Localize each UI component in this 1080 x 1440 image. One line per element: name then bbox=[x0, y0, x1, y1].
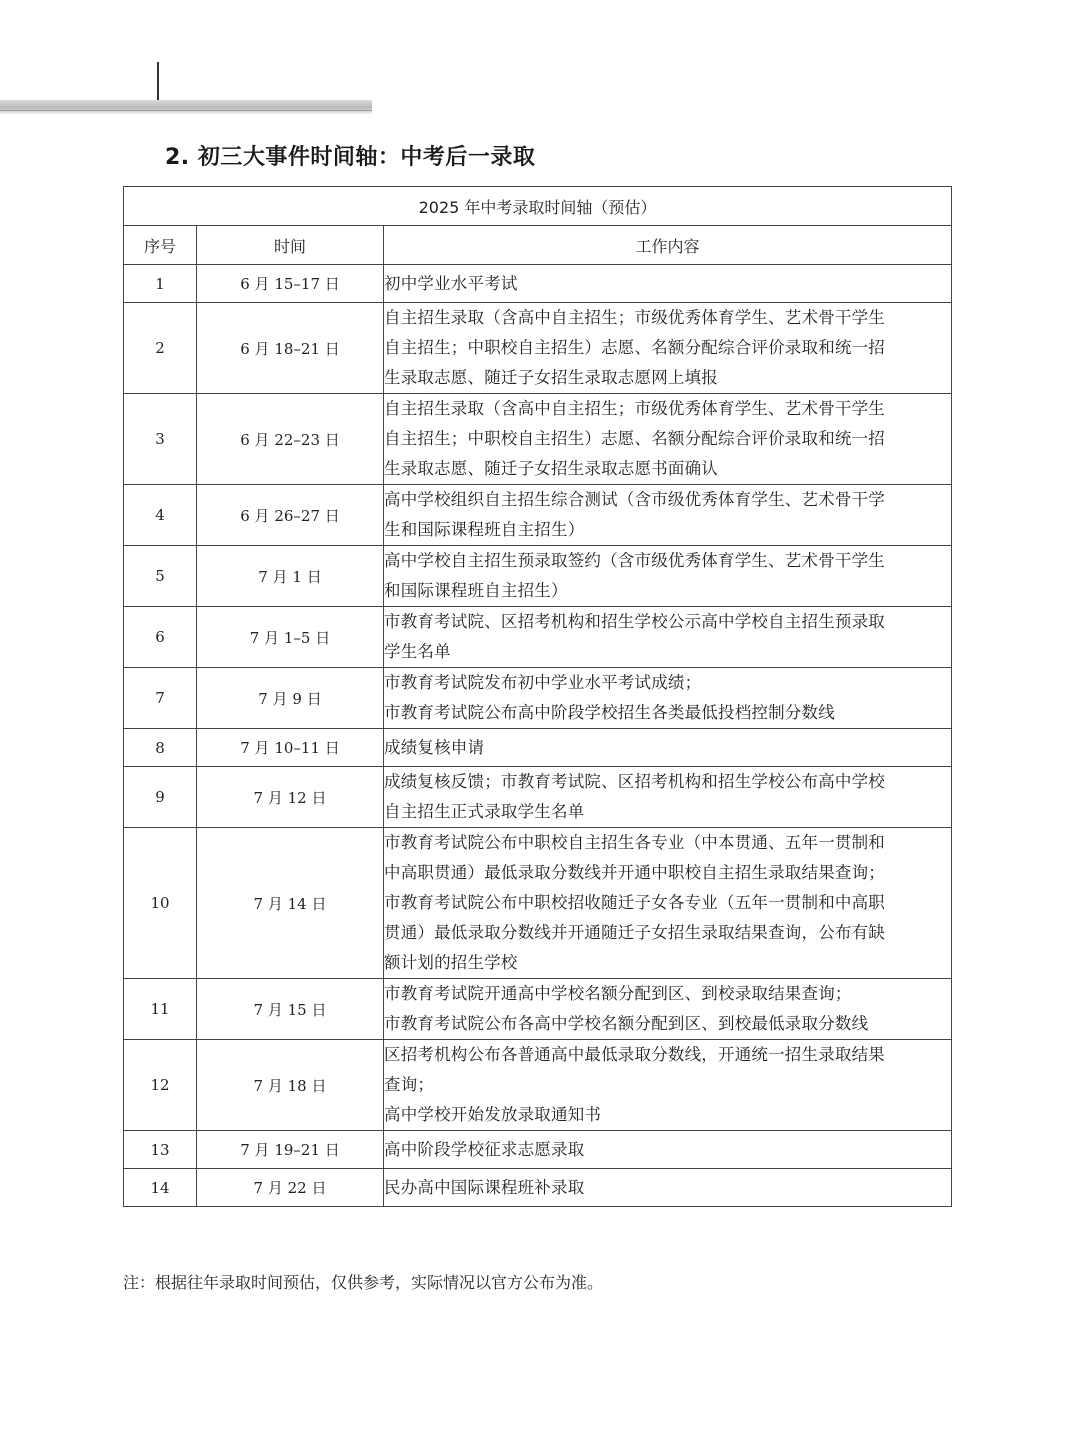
row-index: 10 bbox=[124, 828, 197, 979]
row-content bbox=[384, 668, 952, 729]
content-line: 高中学校开始发放录取通知书 bbox=[384, 1105, 602, 1124]
header-rule-bar bbox=[0, 100, 372, 114]
row-content bbox=[384, 979, 952, 1040]
row-date: 7 月 1 日 bbox=[197, 546, 384, 607]
table-row bbox=[124, 546, 952, 607]
table-row bbox=[124, 979, 952, 1040]
row-content bbox=[384, 394, 952, 485]
table-row bbox=[124, 729, 952, 767]
table-title: 2025 年中考录取时间轴（预估） bbox=[124, 187, 952, 226]
row-content bbox=[384, 607, 952, 668]
table-row bbox=[124, 767, 952, 828]
row-content bbox=[384, 1169, 952, 1207]
row-date: 7 月 19–21 日 bbox=[197, 1131, 384, 1169]
content-line: 学生名单 bbox=[384, 642, 451, 661]
content-line: 自主招生；中职校自主招生）志愿、名额分配综合评价录取和统一招 bbox=[384, 338, 885, 357]
row-date: 7 月 15 日 bbox=[197, 979, 384, 1040]
row-index: 1 bbox=[124, 265, 197, 303]
table-row bbox=[124, 1169, 952, 1207]
row-date: 6 月 22–23 日 bbox=[197, 394, 384, 485]
footnote: 注：根据往年录取时间预估，仅供参考，实际情况以官方公布为准。 bbox=[123, 1273, 604, 1292]
table-row bbox=[124, 828, 952, 979]
content-line: 民办高中国际课程班补录取 bbox=[384, 1177, 585, 1197]
table-body bbox=[124, 265, 952, 1207]
row-index: 12 bbox=[124, 1040, 197, 1131]
row-index: 3 bbox=[124, 394, 197, 485]
row-content bbox=[384, 485, 952, 546]
table-row bbox=[124, 1040, 952, 1131]
content-line: 贯通）最低录取分数线并开通随迁子女招生录取结果查询，公布有缺 bbox=[384, 923, 885, 942]
content-line: 生录取志愿、随迁子女招生录取志愿网上填报 bbox=[384, 368, 718, 387]
content-line: 高中阶段学校征求志愿录取 bbox=[384, 1139, 585, 1159]
content-line: 成绩复核反馈；市教育考试院、区招考机构和招生学校公布高中学校 bbox=[384, 772, 885, 791]
content-line: 初中学业水平考试 bbox=[384, 273, 518, 293]
row-content bbox=[384, 303, 952, 394]
row-index: 9 bbox=[124, 767, 197, 828]
content-line: 生和国际课程班自主招生） bbox=[384, 520, 585, 539]
table-header-row bbox=[124, 226, 952, 265]
row-content bbox=[384, 546, 952, 607]
content-line: 市教育考试院、区招考机构和招生学校公示高中学校自主招生预录取 bbox=[384, 612, 885, 631]
content-line: 查询； bbox=[384, 1075, 435, 1094]
header-date: 时间 bbox=[197, 226, 384, 265]
content-line: 市教育考试院公布中职校自主招生各专业（中本贯通、五年一贯制和 bbox=[384, 833, 885, 852]
row-date: 6 月 15–17 日 bbox=[197, 265, 384, 303]
content-line: 额计划的招生学校 bbox=[384, 953, 518, 972]
content-line: 市教育考试院开通高中学校名额分配到区、到校录取结果查询； bbox=[384, 984, 852, 1003]
content-line: 中高职贯通）最低录取分数线并开通中职校自主招生录取结果查询； bbox=[384, 863, 885, 882]
table-row bbox=[124, 394, 952, 485]
content-line: 市教育考试院公布中职校招收随迁子女各专业（五年一贯制和中高职 bbox=[384, 893, 885, 912]
content-line: 和国际课程班自主招生） bbox=[384, 581, 568, 600]
content-line: 高中学校自主招生预录取签约（含市级优秀体育学生、艺术骨干学生 bbox=[384, 551, 885, 570]
row-date: 6 月 26–27 日 bbox=[197, 485, 384, 546]
content-line: 生录取志愿、随迁子女招生录取志愿书面确认 bbox=[384, 459, 718, 478]
content-line: 自主招生录取（含高中自主招生；市级优秀体育学生、艺术骨干学生 bbox=[384, 308, 885, 327]
content-line: 高中学校组织自主招生综合测试（含市级优秀体育学生、艺术骨干学 bbox=[384, 490, 885, 509]
row-content bbox=[384, 767, 952, 828]
row-date: 7 月 1–5 日 bbox=[197, 607, 384, 668]
row-content bbox=[384, 1040, 952, 1131]
row-index: 2 bbox=[124, 303, 197, 394]
table-row bbox=[124, 1131, 952, 1169]
content-line: 市教育考试院公布高中阶段学校招生各类最低投档控制分数线 bbox=[384, 703, 835, 722]
table-row bbox=[124, 668, 952, 729]
row-index: 7 bbox=[124, 668, 197, 729]
row-date: 6 月 18–21 日 bbox=[197, 303, 384, 394]
content-line: 市教育考试院公布各高中学校名额分配到区、到校最低录取分数线 bbox=[384, 1014, 869, 1033]
row-date: 7 月 14 日 bbox=[197, 828, 384, 979]
row-index: 8 bbox=[124, 729, 197, 767]
row-index: 11 bbox=[124, 979, 197, 1040]
table-row bbox=[124, 485, 952, 546]
content-line: 自主招生录取（含高中自主招生；市级优秀体育学生、艺术骨干学生 bbox=[384, 399, 885, 418]
row-content bbox=[384, 265, 952, 303]
row-index: 14 bbox=[124, 1169, 197, 1207]
content-line: 市教育考试院发布初中学业水平考试成绩； bbox=[384, 673, 702, 692]
row-index: 13 bbox=[124, 1131, 197, 1169]
row-date: 7 月 9 日 bbox=[197, 668, 384, 729]
content-line: 自主招生；中职校自主招生）志愿、名额分配综合评价录取和统一招 bbox=[384, 429, 885, 448]
table-title-row bbox=[124, 187, 952, 226]
row-content bbox=[384, 828, 952, 979]
row-date: 7 月 12 日 bbox=[197, 767, 384, 828]
header-divider-tick bbox=[157, 62, 159, 102]
table-row bbox=[124, 303, 952, 394]
content-line: 区招考机构公布各普通高中最低录取分数线，开通统一招生录取结果 bbox=[384, 1045, 885, 1064]
section-title: 2. 初三大事件时间轴：中考后一录取 bbox=[165, 145, 536, 170]
row-date: 7 月 18 日 bbox=[197, 1040, 384, 1131]
content-line: 成绩复核申请 bbox=[384, 737, 485, 757]
row-index: 6 bbox=[124, 607, 197, 668]
admission-timeline-table bbox=[123, 186, 952, 1207]
table-row bbox=[124, 607, 952, 668]
row-content bbox=[384, 729, 952, 767]
header-index: 序号 bbox=[124, 226, 197, 265]
table-row bbox=[124, 265, 952, 303]
header-content: 工作内容 bbox=[384, 226, 952, 265]
row-date: 7 月 22 日 bbox=[197, 1169, 384, 1207]
row-content bbox=[384, 1131, 952, 1169]
row-index: 4 bbox=[124, 485, 197, 546]
row-index: 5 bbox=[124, 546, 197, 607]
row-date: 7 月 10–11 日 bbox=[197, 729, 384, 767]
content-line: 自主招生正式录取学生名单 bbox=[384, 802, 585, 821]
